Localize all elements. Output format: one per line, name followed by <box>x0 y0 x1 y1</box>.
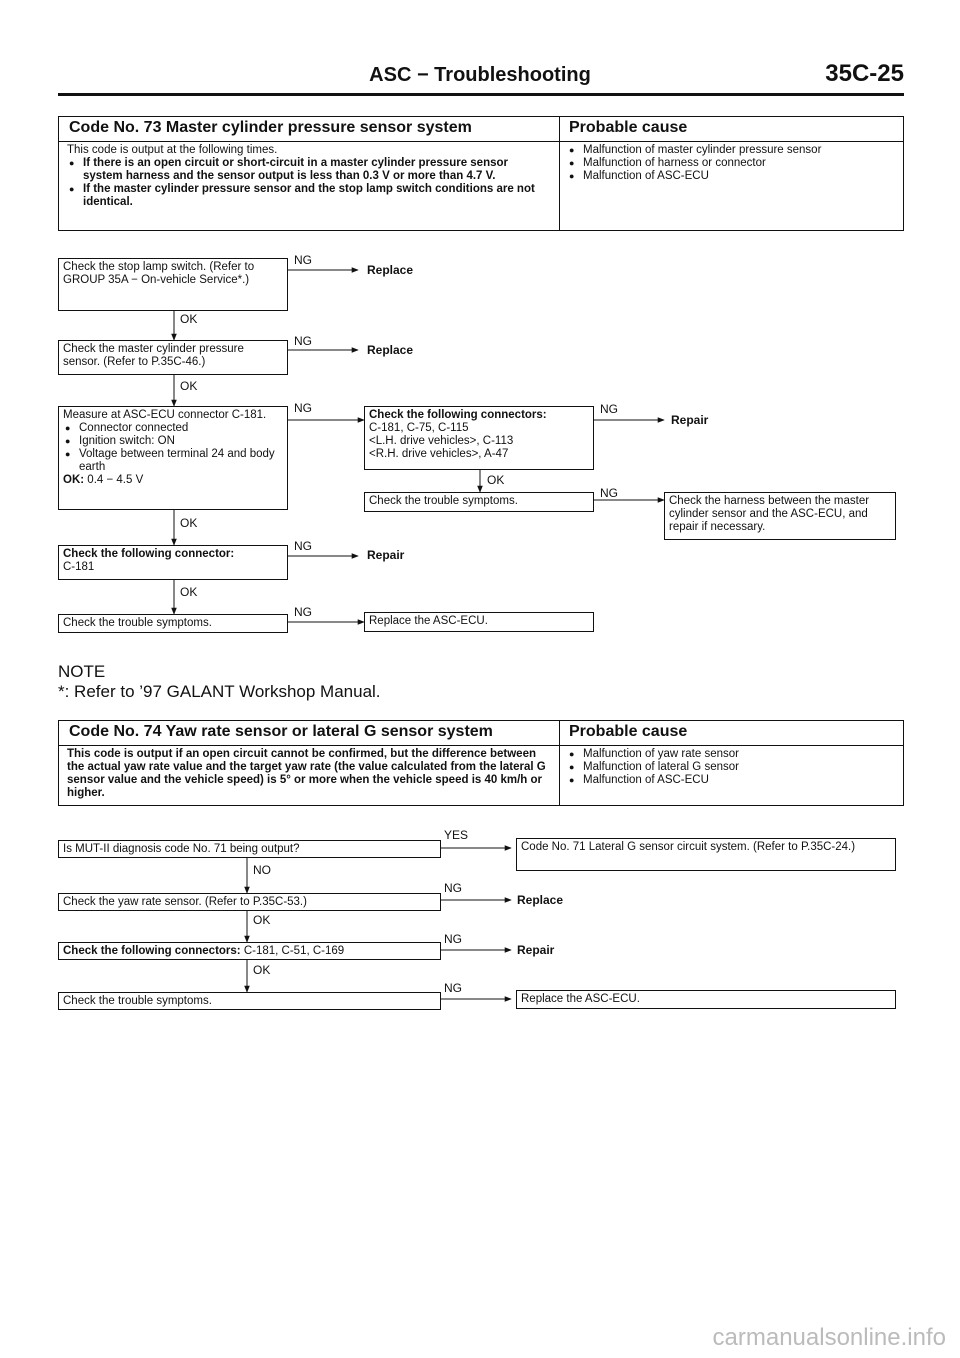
flow74-ng-label: NG <box>444 881 462 895</box>
flow73-step2-mc-sensor: Check the master cylinder pressure sensor. (Refer to P.35C-46.) <box>58 340 288 375</box>
flow74-step3-connectors <box>58 942 441 960</box>
flow73-step4-label: Check the following connector: <box>63 548 235 560</box>
flow73-ok-label: OK <box>180 379 198 393</box>
flow73-step3-item: ● Voltage between terminal 24 and body earth <box>63 448 283 474</box>
flow74-step4-symptoms: Check the trouble symptoms. <box>58 992 441 1010</box>
code74-table <box>58 720 904 806</box>
flow73-connectors-check <box>364 406 594 470</box>
flow73-ok-label: OK <box>180 585 198 599</box>
flow74-step1-mut: Is MUT-II diagnosis code No. 71 being output? <box>58 840 441 858</box>
flow73-ok-label: OK <box>487 473 505 487</box>
code74-causes <box>567 748 897 787</box>
flow74-yes-target: Code No. 71 Lateral G sensor circuit system. (Refer to P.35C-24.) <box>516 838 896 871</box>
watermark: carmanualsonline.info <box>712 1324 946 1351</box>
flow73-conn-line1: C-181, C-75, C-115 <box>369 422 469 434</box>
flow74-no-label: NO <box>253 863 271 877</box>
flow74-ng-label: NG <box>444 981 462 995</box>
code74-cause-item: ● Malfunction of yaw rate sensor <box>567 748 897 761</box>
flow73-ng-label: NG <box>294 401 312 415</box>
flow73-ng-label: NG <box>294 334 312 348</box>
note-line: *: Refer to ’97 GALANT Workshop Manual. <box>58 682 381 701</box>
code74-description: This code is output if an open circuit cannot be confirmed, but the difference between the actual yaw rate value and the target yaw rate (the value calculated from the lateral G sensor value and the vehicle speed) is 5° or more when the vehicle speed is 40 km/h or higher. <box>67 748 546 799</box>
page-title: ASC − Troubleshooting <box>369 64 591 86</box>
code74-cause-title: Probable cause <box>569 723 688 740</box>
code73-cause-item: ● Malfunction of master cylinder pressure sensor <box>567 144 897 157</box>
flow73-ok-label: OK <box>180 312 198 326</box>
code74-cause-item: ● Malfunction of lateral G sensor <box>567 761 897 774</box>
flow73-step3-item: ● Ignition switch: ON <box>63 435 283 448</box>
flow73-step4-connector <box>58 545 288 580</box>
flow73-ng-label: NG <box>600 402 618 416</box>
flow73-harness-box: Check the harness between the master cylinder sensor and the ASC-ECU, and repair if necessary. <box>664 492 896 540</box>
code73-cause-item: ● Malfunction of ASC-ECU <box>567 170 897 183</box>
flow74-replace-ecu: Replace the ASC-ECU. <box>516 990 896 1009</box>
flow73-step1-stop-lamp: Check the stop lamp switch. (Refer to GROUP 35A − On-vehicle Service*.) <box>58 258 288 311</box>
flow73-out-repair: Repair <box>671 413 709 427</box>
code73-title: Code No. 73 Master cylinder pressure sensor system <box>69 119 472 136</box>
flow73-step3-ok-label: OK: <box>63 474 85 486</box>
flow73-out-replace: Replace <box>367 263 414 277</box>
flow74-ok-label: OK <box>253 913 271 927</box>
flow74-step2-yaw: Check the yaw rate sensor. (Refer to P.35C-53.) <box>58 893 441 911</box>
page-number: 35C-25 <box>825 60 904 87</box>
flow73-conn-label: Check the following connectors: <box>369 409 547 421</box>
flow73-replace-ecu: Replace the ASC-ECU. <box>364 612 594 632</box>
flow73-conn-line2: <L.H. drive vehicles>, C-113 <box>369 435 514 447</box>
flow73-step3-item: ● Connector connected <box>63 422 283 435</box>
flow74-ng-label: NG <box>444 932 462 946</box>
flow74-ok-label: OK <box>253 963 271 977</box>
flow73-symptoms-box: Check the trouble symptoms. <box>364 492 594 512</box>
code73-desc-item: ● If there is an open circuit or short-circuit in a master cylinder pressure sensor system harness and the sensor output is less than 0.3 V or more than 4.7 V. <box>67 157 547 183</box>
flow73-step4-value: C-181 <box>63 561 95 573</box>
flow73-step3-title: Measure at ASC-ECU connector C-181. <box>63 409 267 421</box>
flow74-yes-label: YES <box>444 828 469 842</box>
flow73-ng-label: NG <box>600 486 618 500</box>
code74-title: Code No. 74 Yaw rate sensor or lateral G sensor system <box>69 723 493 740</box>
flow73-ok-label: OK <box>180 516 198 530</box>
flow73-ng-label: NG <box>294 605 312 619</box>
code73-desc-item: ● If the master cylinder pressure sensor and the stop lamp switch conditions are not identical. <box>67 183 547 209</box>
code73-cause-title: Probable cause <box>569 119 688 136</box>
flow74-step3-value: C-181, C-51, C-169 <box>240 945 345 957</box>
flow73-conn-line3: <R.H. drive vehicles>, A-47 <box>369 448 509 460</box>
code74-cause-item: ● Malfunction of ASC-ECU <box>567 774 897 787</box>
flow74-out-repair: Repair <box>517 943 555 957</box>
code73-cause-item: ● Malfunction of harness or connector <box>567 157 897 170</box>
note-title: NOTE <box>58 662 106 681</box>
flow73-ng-label: NG <box>294 253 312 267</box>
flow73-step3-ok-value: 0.4 − 4.5 V <box>87 474 144 486</box>
flow73-step3-measure <box>58 406 288 510</box>
flow73-out-replace: Replace <box>367 343 414 357</box>
code73-desc-intro: This code is output at the following times. <box>67 144 278 156</box>
flow73-out-repair: Repair <box>367 548 405 562</box>
flow74-out-replace: Replace <box>517 893 564 907</box>
flow73-ng-label: NG <box>294 539 312 553</box>
flow74-step3-label: Check the following connectors: <box>63 945 241 957</box>
flow73-step5-symptoms: Check the trouble symptoms. <box>58 614 288 633</box>
